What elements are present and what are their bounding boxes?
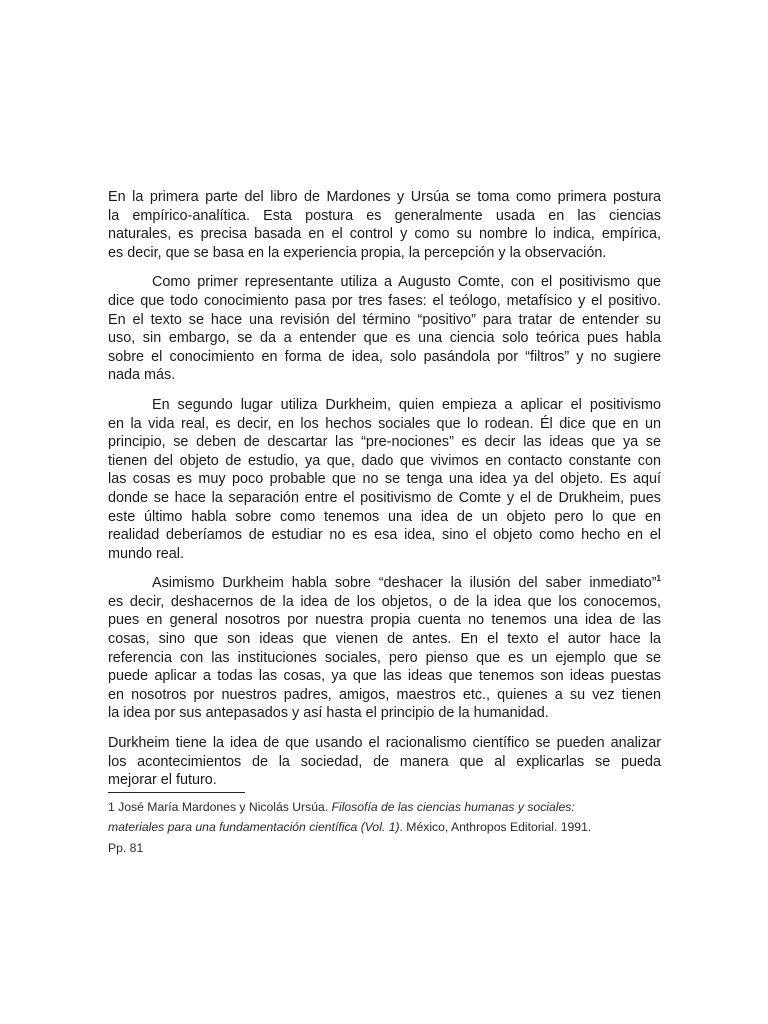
paragraph-line: este último habla sobre como tenemos una idea de un objeto pero lo que en <box>108 508 661 525</box>
document-page <box>108 188 661 858</box>
footnote-title: Filosofía de las ciencias humanas y sociales: <box>331 799 575 814</box>
paragraph-line: sobre el conocimiento en forma de idea, solo pasándola por “filtros” y no sugiere <box>108 348 661 365</box>
paragraph-line: En el texto se hace una revisión del término “positivo” para tratar de entender su <box>108 311 661 328</box>
paragraph-line: En segundo lugar utiliza Durkheim, quien empieza a aplicar el positivismo <box>152 396 661 413</box>
paragraph-line: dice que todo conocimiento pasa por tres fases: el teólogo, metafísico y el positivo. <box>108 292 661 309</box>
footnote-pages: Pp. 81 <box>108 840 144 855</box>
paragraph-line: En la primera parte del libro de Mardones y Ursúa se toma como primera postura <box>108 189 661 205</box>
footnote-separator <box>108 792 245 793</box>
footnote-number: 1 <box>108 799 115 814</box>
paragraph-line: Como primer representante utiliza a Augusto Comte, con el positivismo que <box>152 274 661 291</box>
paragraph-line-with-footnote <box>108 574 661 593</box>
paragraph-line: mundo real. <box>108 545 184 562</box>
paragraph-line: Durkheim tiene la idea de que usando el racionalismo científico se pueden analizar <box>108 735 661 752</box>
paragraph-line: naturales, es precisa basada en el control y como su nombre lo indica, empírica, <box>108 226 661 243</box>
paragraph-line: principio, se deben de descartar las “pre-nociones” es decir las ideas que ya se <box>108 434 661 451</box>
paragraph-line: referencia con las instituciones sociales, pero pienso que es un ejemplo que se <box>108 649 661 666</box>
paragraph-line: donde se hace la separación entre el positivismo de Comte y el de Drukheim, pues <box>108 489 661 506</box>
paragraph-3 <box>108 396 661 563</box>
paragraph-line: cosas, sino que son ideas que vienen de antes. En el texto el autor hace la <box>108 631 661 648</box>
paragraph-line: las cosas es muy poco probable que no se tenga una idea ya del objeto. Es aquí <box>108 471 661 488</box>
paragraph-line-text: Asimismo Durkheim habla sobre “deshacer la ilusión del saber inmediato” <box>152 575 657 592</box>
paragraph-line: en la vida real, es decir, en los hechos sociales que lo rodean. Él dice que en un <box>108 415 661 432</box>
footnote-reference[interactable]: 1 <box>656 574 661 584</box>
paragraph-line: mejorar el futuro. <box>108 772 217 789</box>
paragraph-line: la idea por sus antepasados y así hasta el principio de la humanidad. <box>108 705 549 722</box>
paragraph-2 <box>108 273 661 385</box>
footnote-publisher: . México, Anthropos Editorial. 1991. <box>399 820 592 835</box>
paragraph-line: es decir, que se basa en la experiencia propia, la percepción y la observación. <box>108 244 607 261</box>
paragraph-line: realidad deberíamos de estudiar no es esa idea, sino el objeto como hecho en el <box>108 527 661 544</box>
paragraph-line: uso, sin embargo, se da a entender que es una ciencia solo teórica pues habla <box>108 330 661 347</box>
footnote-authors: José María Mardones y Nicolás Ursúa. <box>118 799 329 814</box>
paragraph-line: tienen del objeto de estudio, ya que, dado que vivimos en contacto constante con <box>108 452 661 469</box>
footnote <box>108 797 661 859</box>
paragraph-line: la empírico-analítica. Esta postura es generalmente usada en las ciencias <box>108 207 661 224</box>
paragraph-line: puede aplicar a todas las cosas, ya que las ideas que tenemos son ideas puestas <box>108 668 661 685</box>
paragraph-1 <box>108 188 661 262</box>
paragraph-line: en nosotros por nuestros padres, amigos, maestros etc., quienes a su vez tienen <box>108 686 661 703</box>
paragraph-line: nada más. <box>108 367 176 384</box>
paragraph-5 <box>108 734 661 790</box>
paragraph-4 <box>108 574 661 723</box>
footnote-line <box>108 797 661 818</box>
paragraph-line: es decir, deshacernos de la idea de los objetos, o de la idea que los conocemos, <box>108 593 661 610</box>
footnote-title: materiales para una fundamentación científica (Vol. 1) <box>108 820 400 835</box>
footnote-line <box>108 817 661 838</box>
paragraph-line: los acontecimientos de la sociedad, de manera que al explicarlas se pueda <box>108 753 661 770</box>
paragraph-line: pues en general nosotros por nuestra propia cuenta no tenemos una idea de las <box>108 612 661 629</box>
